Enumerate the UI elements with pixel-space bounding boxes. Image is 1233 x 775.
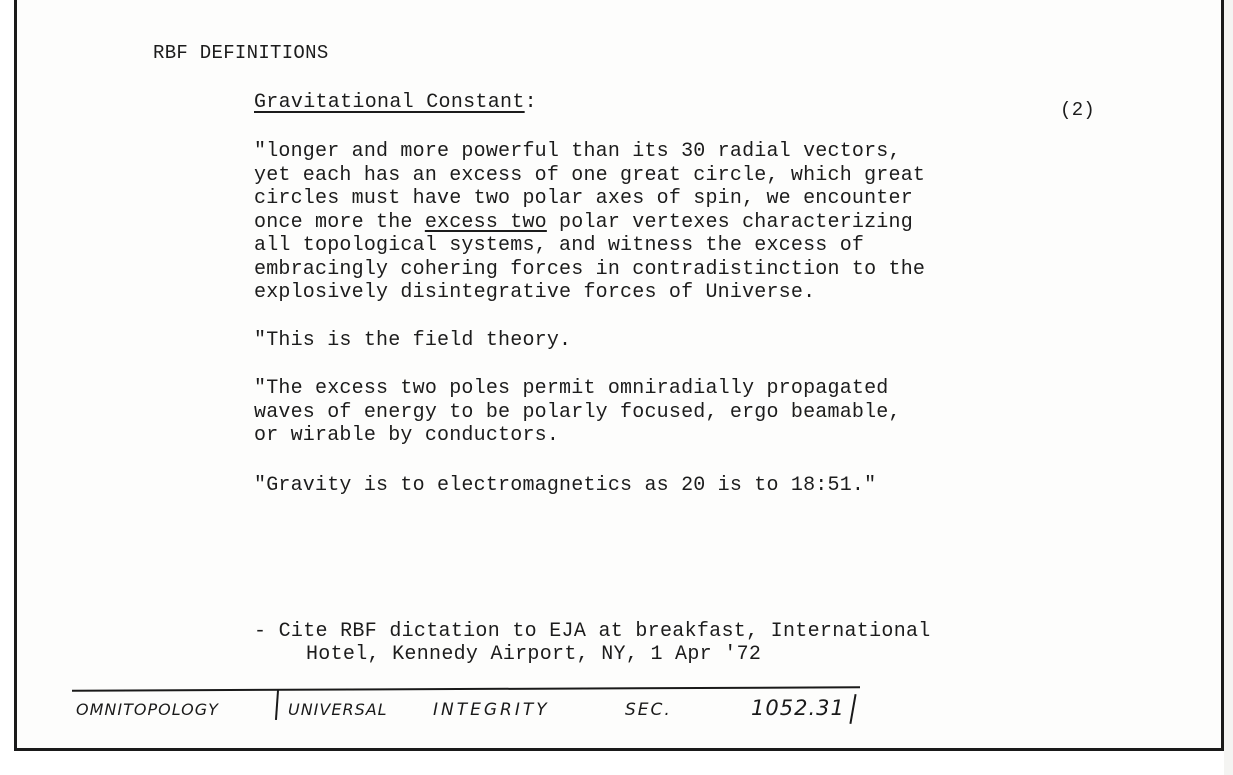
underlined-phrase: excess two [424, 210, 547, 234]
quote-line: embracingly cohering forces in contradistinction to the [254, 257, 926, 281]
quote-line: "longer and more powerful than its 30 radial vectors, [254, 140, 901, 163]
citation-line-2: Hotel, Kennedy Airport, NY, 1 Apr '72 [306, 643, 762, 666]
quote-line: circles must have two polar axes of spin, we encounter [254, 187, 913, 210]
page-number: (2) [1060, 99, 1096, 121]
quote-line: explosively disintegrative forces of Universe. [254, 281, 816, 304]
quote-paragraph-1 [254, 140, 925, 305]
quote-line-segment: polar vertexes characterizing [546, 210, 913, 234]
quote-line-segment: once more the [254, 210, 425, 234]
citation-line-1: - Cite RBF dictation to EJA at breakfast, International [254, 620, 931, 643]
handwritten-category: OMNITOPOLOGY [76, 700, 219, 719]
handwritten-topic-2: INTEGRITY [433, 700, 550, 720]
quote-paragraph-3 [254, 377, 901, 448]
definition-title-colon: : [524, 91, 537, 114]
definition-title-text: Gravitational Constant [254, 91, 525, 114]
handwritten-section-number: 1052.31 [751, 696, 845, 720]
quote-line [254, 211, 925, 235]
quote-line: yet each has an excess of one great circle, which great [254, 163, 926, 187]
quote-line: all topological systems, and witness the excess of [254, 234, 865, 257]
quote-paragraph-2: "This is the field theory. [254, 329, 572, 352]
quote-line: "The excess two poles permit omniradially propagated [254, 377, 889, 400]
quote-line: or wirable by conductors. [254, 424, 560, 447]
quote-line: waves of energy to be polarly focused, ergo beamable, [254, 400, 901, 424]
handwritten-section-label: SEC. [625, 700, 672, 720]
handwritten-topic-1: UNIVERSAL [288, 700, 388, 719]
quote-paragraph-4: "Gravity is to electromagnetics as 20 is to 18:51." [254, 474, 877, 497]
page-header: RBF DEFINITIONS [153, 42, 329, 64]
definition-title [254, 91, 537, 114]
scan-edge [1224, 0, 1233, 775]
